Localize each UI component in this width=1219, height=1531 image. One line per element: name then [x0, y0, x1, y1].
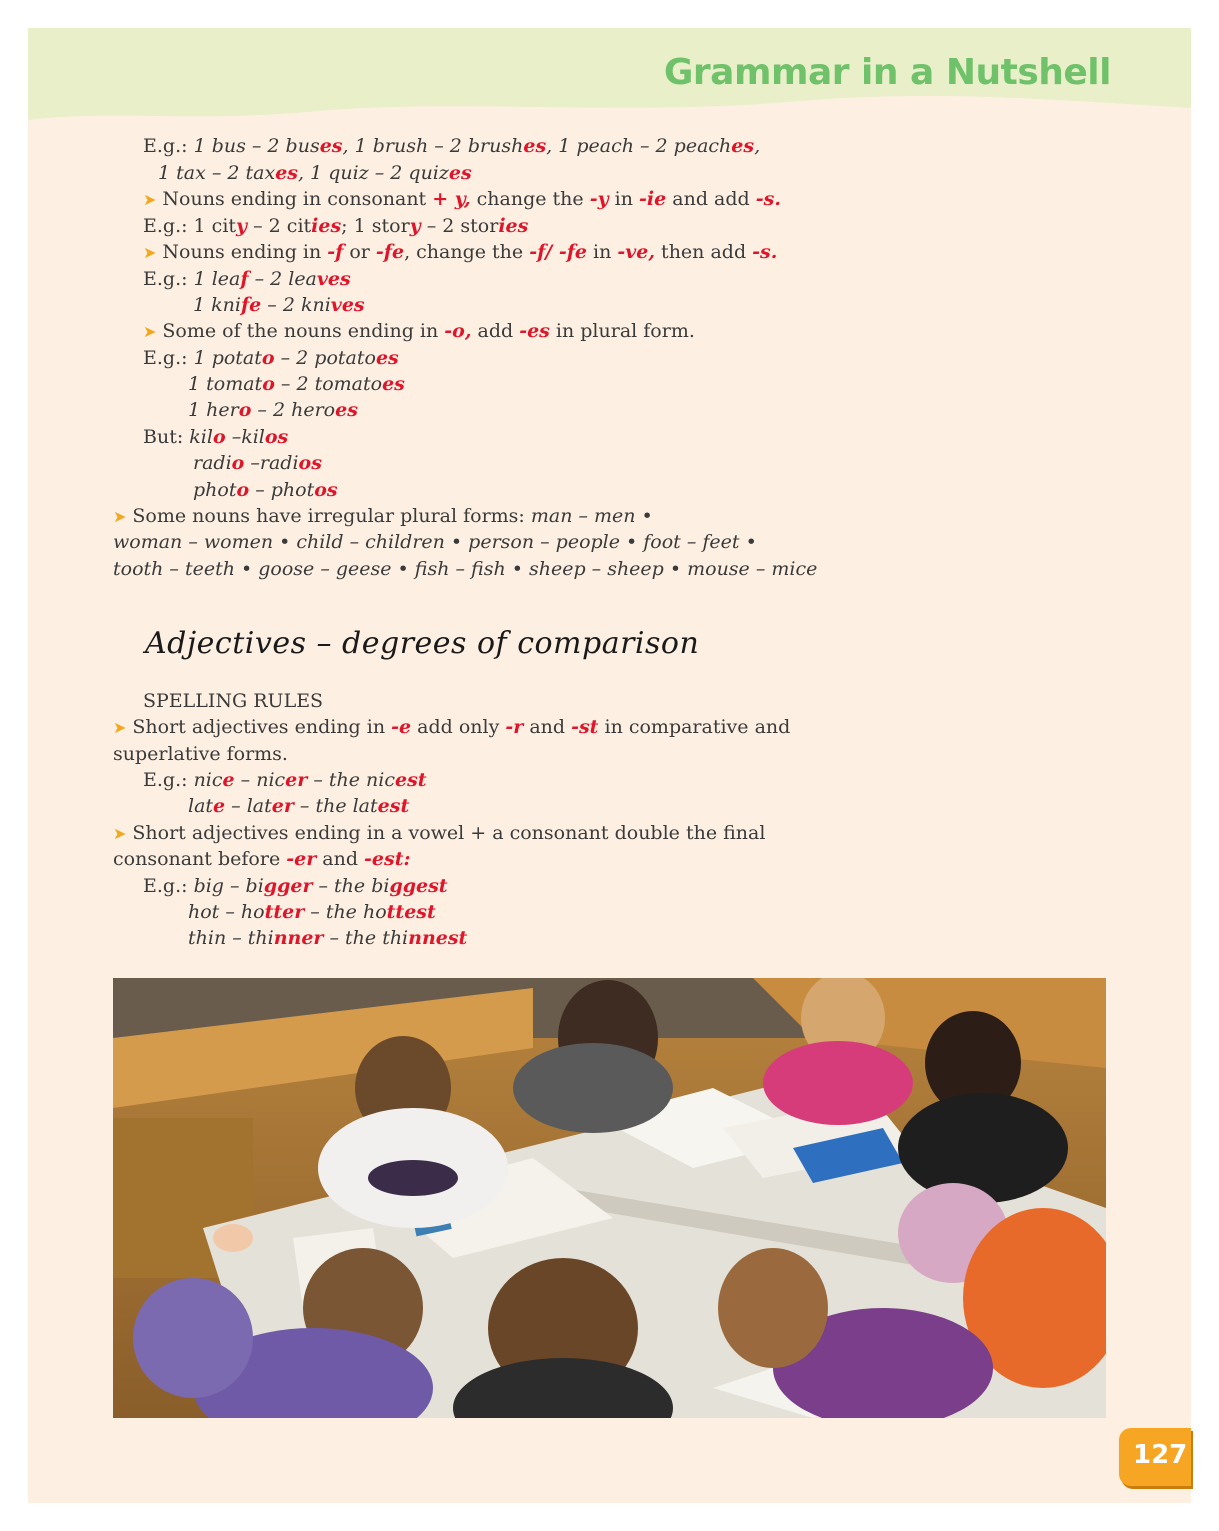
example-line: 1 hero – 2 heroes: [188, 399, 358, 421]
irregular-list: tooth – teeth • goose – geese • fish – fish • sheep – sheep • mouse – mice: [113, 558, 818, 580]
example-line: 1 tomato – 2 tomatoes: [188, 373, 405, 395]
example-line: hot – hotter – the hottest: [188, 901, 436, 923]
exception-line: photo – photos: [193, 479, 338, 501]
rule-vowel: ➤ Short adjectives ending in a vowel + a consonant double the final: [113, 822, 766, 844]
header-title: Grammar in a Nutshell: [663, 52, 1111, 93]
rule-vowel-cont: consonant before -er and -est:: [113, 848, 411, 870]
irregular-list: woman – women • child – children • person – people • foot – feet •: [113, 531, 757, 553]
example-line: 1 knife – 2 knives: [193, 294, 365, 316]
example-line: late – later – the latest: [188, 795, 410, 817]
arrow-bullet-icon: ➤: [143, 190, 157, 209]
example-line: E.g.: big – bigger – the biggest: [143, 875, 448, 897]
arrow-bullet-icon: ➤: [143, 322, 157, 341]
section-title: Adjectives – degrees of comparison: [145, 626, 700, 661]
example-line: E.g.: 1 leaf – 2 leaves: [143, 268, 351, 290]
exception-line: radio –radios: [193, 452, 322, 474]
rule-o: ➤ Some of the nouns ending in -o, add -es in plural form.: [143, 320, 695, 342]
example-line: E.g.: 1 bus – 2 buses, 1 brush – 2 brushes, 1 peach – 2 peaches,: [143, 135, 761, 157]
page-number-tab: [1119, 1428, 1191, 1486]
example-line: 1 tax – 2 taxes, 1 quiz – 2 quizes: [158, 162, 472, 184]
example-line: E.g.: 1 city – 2 cities; 1 story – 2 stories: [143, 215, 529, 237]
arrow-bullet-icon: ➤: [143, 243, 157, 262]
example-line: thin – thinner – the thinnest: [188, 927, 468, 949]
subheading: SPELLING RULES: [143, 690, 324, 712]
example-line: E.g.: 1 potato – 2 potatoes: [143, 347, 399, 369]
page-number: 127: [1133, 1440, 1188, 1470]
rule-e: ➤ Short adjectives ending in -e add only -r and -st in comparative and: [113, 716, 791, 738]
irregular-rule: ➤ Some nouns have irregular plural forms: man – men •: [113, 505, 653, 527]
example-line: E.g.: nice – nicer – the nicest: [143, 769, 427, 791]
rule-f: ➤ Nouns ending in -f or -fe, change the -f/ -fe in -ve, then add -s.: [143, 241, 778, 263]
classroom-photo: [113, 978, 1106, 1418]
exception-line: But: kilo –kilos: [143, 426, 289, 448]
arrow-bullet-icon: ➤: [113, 824, 127, 843]
rule-y: ➤ Nouns ending in consonant + y, change the -y in -ie and add -s.: [143, 188, 781, 210]
arrow-bullet-icon: ➤: [113, 718, 127, 737]
arrow-bullet-icon: ➤: [113, 507, 127, 526]
rule-e-cont: superlative forms.: [113, 743, 288, 765]
